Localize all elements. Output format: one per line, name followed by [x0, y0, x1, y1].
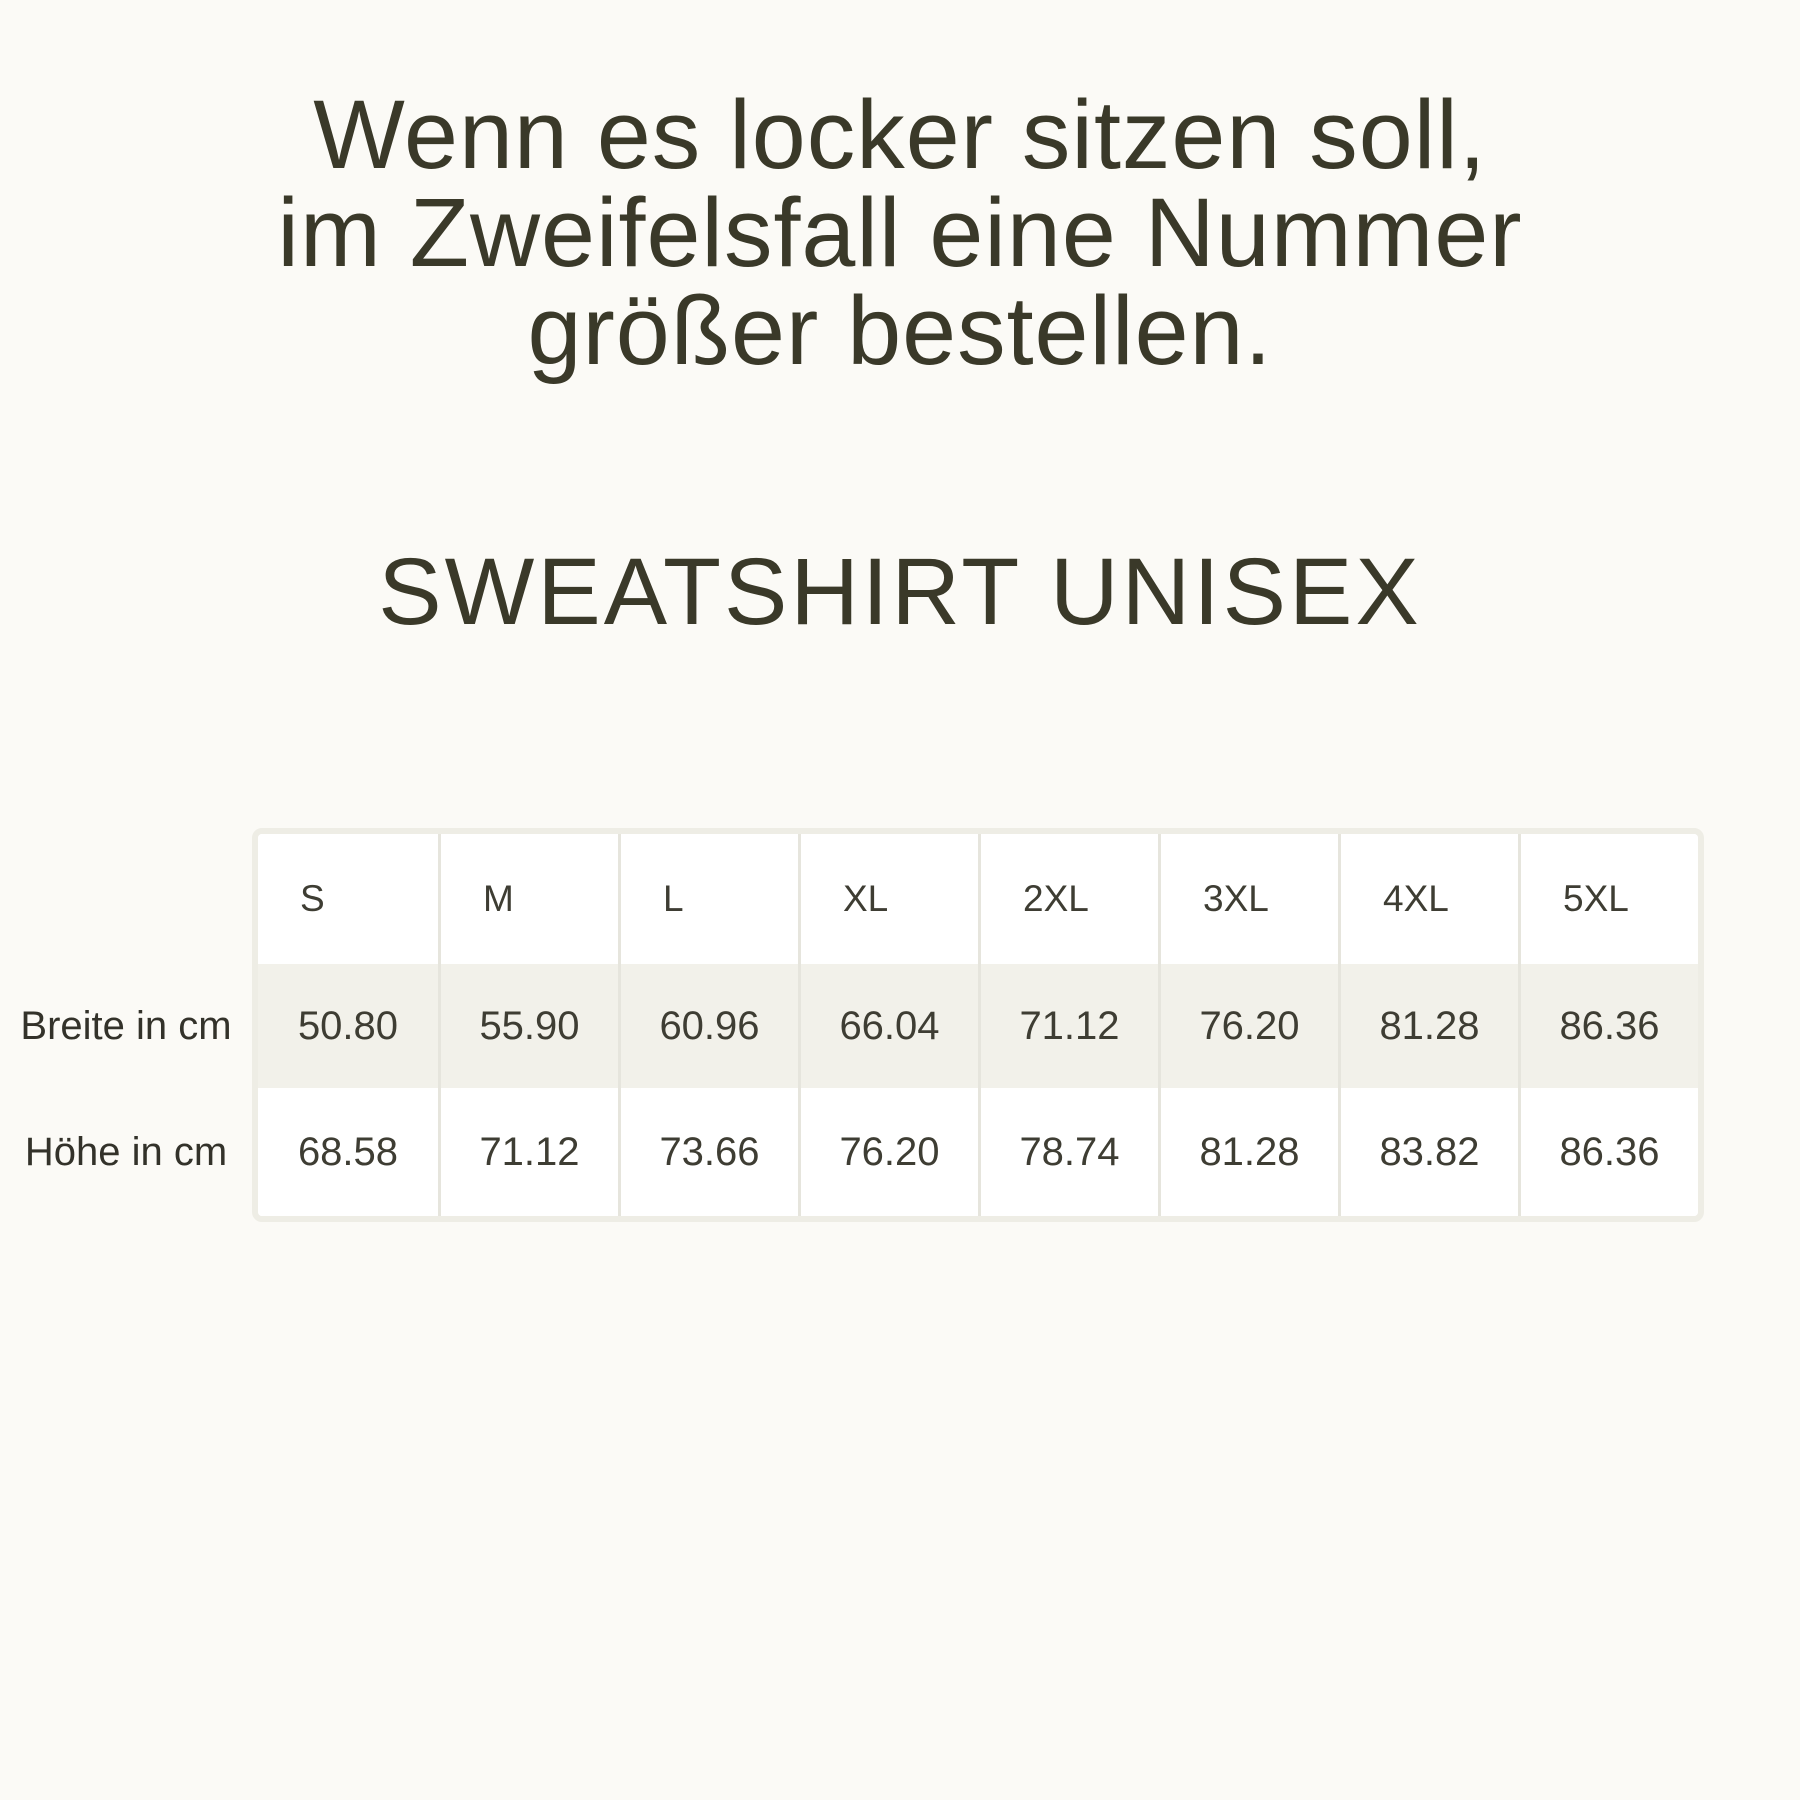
width-value-cell: 55.90 [438, 964, 618, 1088]
row-label-breite: Breite in cm [20, 1003, 232, 1048]
heading-line-3: größer bestellen. [527, 276, 1273, 385]
heading-line-2: im Zweifelsfall eine Nummer [277, 178, 1523, 287]
size-column-header: L [618, 834, 798, 964]
height-value-cell: 86.36 [1518, 1088, 1698, 1216]
header-row-spacer [0, 828, 252, 964]
size-header-row [258, 834, 1698, 964]
size-table [252, 828, 1704, 1222]
page-title [0, 0, 1800, 385]
height-value-cell: 76.20 [798, 1088, 978, 1216]
height-value-cell: 71.12 [438, 1088, 618, 1216]
size-table-section [0, 828, 1704, 1222]
width-value-cell: 86.36 [1518, 964, 1698, 1088]
row-label-hoehe: Höhe in cm [24, 1129, 228, 1174]
size-column-header: 5XL [1518, 834, 1698, 964]
width-value-cell: 71.12 [978, 964, 1158, 1088]
width-value-cell: 66.04 [798, 964, 978, 1088]
size-column-header: S [258, 834, 438, 964]
height-value-cell: 83.82 [1338, 1088, 1518, 1216]
size-column-header: 3XL [1158, 834, 1338, 964]
width-value-cell: 50.80 [258, 964, 438, 1088]
height-value-cell: 81.28 [1158, 1088, 1338, 1216]
table-row-hoehe [258, 1088, 1698, 1216]
row-labels-column [0, 828, 252, 1222]
width-value-cell: 76.20 [1158, 964, 1338, 1088]
width-value-cell: 81.28 [1338, 964, 1518, 1088]
width-value-cell: 60.96 [618, 964, 798, 1088]
size-column-header: 2XL [978, 834, 1158, 964]
height-value-cell: 73.66 [618, 1088, 798, 1216]
table-row-breite [258, 964, 1698, 1088]
size-column-header: 4XL [1338, 834, 1518, 964]
product-type-title: SWEATSHIRT UNISEX [378, 539, 1422, 645]
height-value-cell: 78.74 [978, 1088, 1158, 1216]
height-value-cell: 68.58 [258, 1088, 438, 1216]
size-column-header: M [438, 834, 618, 964]
size-column-header: XL [798, 834, 978, 964]
heading-line-1: Wenn es locker sitzen soll, [313, 80, 1487, 189]
